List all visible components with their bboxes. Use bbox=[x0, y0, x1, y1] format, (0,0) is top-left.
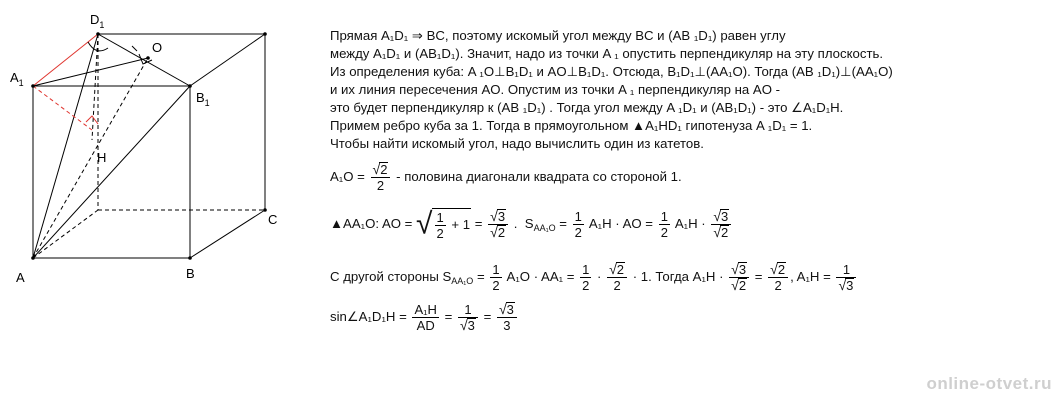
edge-b-c bbox=[190, 210, 265, 258]
edge-b1-c1 bbox=[190, 34, 265, 86]
text-line-4: и их линия пересечения AO. Опустим из точки A ₁ перпендикуляр на AO - bbox=[330, 82, 781, 97]
text-line-1: Прямая A₁D₁ ⇒ BC, поэтому искомый угол между BC и (AB ₁D₁) равен углу bbox=[330, 28, 786, 43]
diagonal-d1-b1 bbox=[98, 34, 190, 86]
text-line-7: Чтобы найти искомый угол, надо вычислить один из катетов. bbox=[330, 136, 704, 151]
label-c: C bbox=[268, 212, 278, 227]
vertex-dot-c1 bbox=[263, 32, 267, 36]
label-a1: $A_1$ bbox=[10, 70, 24, 88]
formula-other-side: С другой стороны $S_{AA_1O}$ = $\frac{1}{2}$ A₁O · AA₁ = $\frac{1}{2}$ · $\frac{√2}{2}$ · 1. Тогда A₁H · $\frac{√3}{√2}$ = $\frac{√2}{2}$ , A₁H = $\frac{1}{√3}$ bbox=[330, 262, 858, 293]
angle-mark-o-small bbox=[132, 46, 137, 51]
vertex-dot-d1 bbox=[96, 32, 100, 36]
hidden-edge-a-d bbox=[33, 210, 98, 258]
vertex-dot-a bbox=[31, 256, 35, 260]
formula-a1o: A₁O = $\frac{√2}{2}$ - половина диагонали квадрата со стороной 1. bbox=[330, 161, 682, 193]
vertex-dot-a1 bbox=[31, 84, 35, 88]
right-angle-mark-h bbox=[86, 116, 98, 124]
label-o: O bbox=[152, 40, 163, 55]
label-a: A bbox=[16, 270, 25, 285]
text-line-2: между A₁D₁ и (AB₁D₁). Значит, надо из точки A ₁ опустить перпендикуляр на эту плоскость. bbox=[330, 46, 884, 61]
label-d1: $D_1$ bbox=[90, 12, 105, 30]
label-h: H bbox=[97, 150, 107, 165]
formula-sin: sin∠A₁D₁H = $\frac{\text{A₁H}}{AD}$ = $\frac{1}{√3}$ = $\frac{√3}{3}$ bbox=[330, 302, 519, 333]
label-b: B bbox=[186, 266, 195, 281]
perpendicular-a1-h-red bbox=[33, 86, 92, 130]
watermark: online-otvet.ru bbox=[926, 374, 1052, 393]
formula-aa1o: ▲AA₁O: AO = √ $\frac{1}{2}$ + 1 = $\frac{√3}{√2}$ . $S_{AA_1O}$ = $\frac{1}{2}$ A₁H · AO = $\frac{1}{2}$ A₁H · $\frac{√3}{√2}$ bbox=[330, 208, 733, 241]
text-line-3: Из определения куба: A ₁O⊥B₁D₁ и AO⊥B₁D₁. Отсюда, B₁D₁⊥(AA₁O). Тогда (AB ₁D₁)⊥(AA₁O) bbox=[330, 64, 893, 79]
cube-figure bbox=[0, 0, 320, 300]
vertex-dot-o bbox=[146, 56, 150, 60]
label-b1: $B_1$ bbox=[196, 90, 210, 108]
hidden-segment-a-o bbox=[33, 58, 148, 258]
vertex-dot-c bbox=[263, 208, 267, 212]
diagonal-a-b1 bbox=[33, 86, 190, 258]
text-line-6: Примем ребро куба за 1. Тогда в прямоугольном ▲A₁HD₁ гипотенуза A ₁D₁ = 1. bbox=[330, 118, 813, 133]
vertex-dot-b bbox=[188, 256, 192, 260]
segment-a-d1 bbox=[33, 34, 98, 258]
vertex-dot-b1 bbox=[188, 84, 192, 88]
text-line-5: это будет перпендикуляр к (AB ₁D₁) . Тогда угол между A ₁D₁ и (AB₁D₁) - это ∠A₁D₁H. bbox=[330, 100, 844, 115]
